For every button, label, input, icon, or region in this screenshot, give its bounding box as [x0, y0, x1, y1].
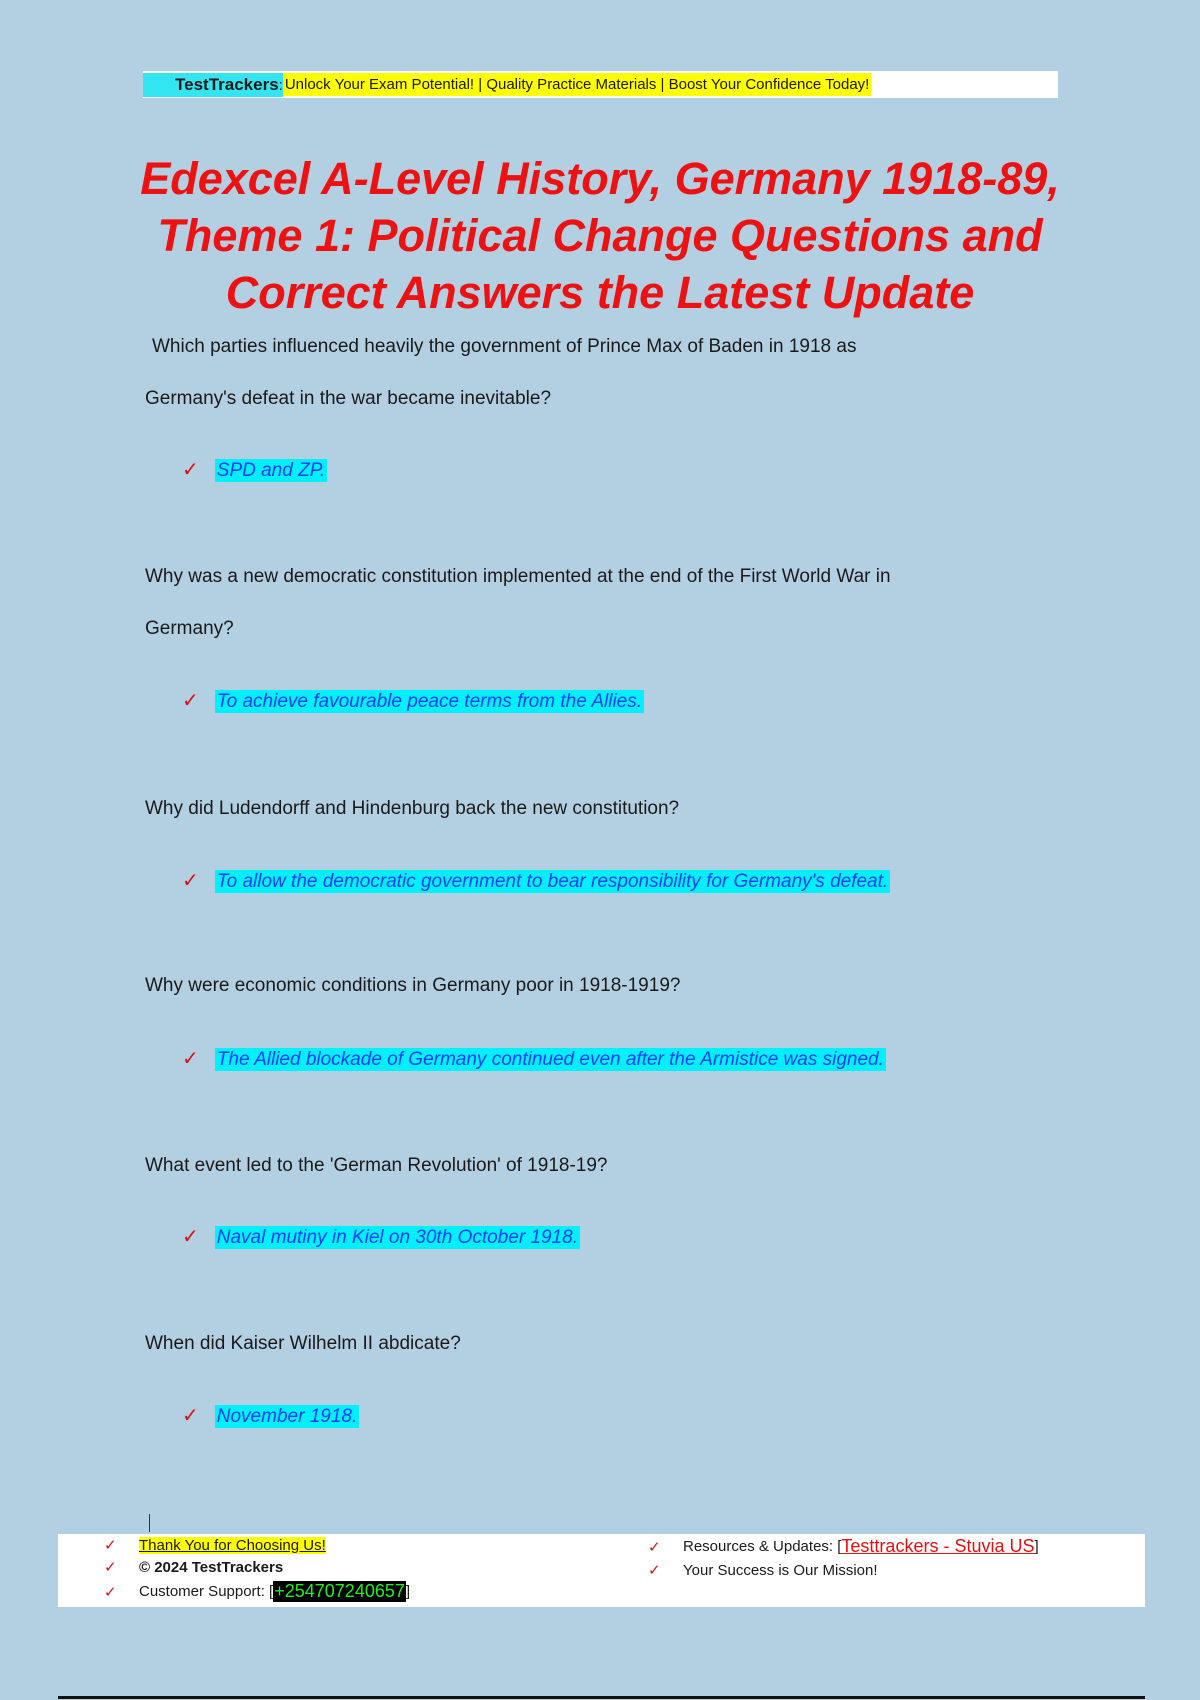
- tagline: Unlock Your Exam Potential! | Quality Practice Materials | Boost Your Confidence Today!: [283, 73, 872, 96]
- question-text: When did Kaiser Wilhelm II abdicate?: [145, 1333, 461, 1354]
- check-icon: ✓: [182, 1048, 199, 1070]
- page-divider: [58, 1696, 1145, 1699]
- text-cursor: [149, 1514, 150, 1532]
- question-text: Why was a new democratic constitution implemented at the end of the First World War in: [145, 566, 891, 587]
- question-text: Germany's defeat in the war became inevitable?: [145, 388, 552, 409]
- answer: [182, 1046, 886, 1071]
- answer: [182, 688, 644, 713]
- answer: [182, 868, 890, 893]
- question-text: Why did Ludendorff and Hindenburg back the new constitution?: [145, 798, 680, 819]
- answer: [182, 1224, 580, 1249]
- question-text: Which parties influenced heavily the government of Prince Max of Baden in 1918 as: [152, 336, 857, 357]
- resources-link[interactable]: Testtrackers - Stuvia US: [841, 1536, 1035, 1556]
- answer-text: November 1918.: [216, 1406, 358, 1427]
- answer-text: SPD and ZP.: [216, 460, 326, 481]
- support-phone[interactable]: +254707240657: [274, 1581, 405, 1601]
- footer-box: [58, 1534, 1145, 1607]
- check-icon: ✓: [104, 1559, 117, 1576]
- document-title: Edexcel A-Level History, Germany 1918-89, Theme 1: Political Change Questions and Correct Answers the Latest Update: [140, 153, 1060, 318]
- check-icon: ✓: [182, 1405, 199, 1427]
- check-icon: ✓: [104, 1583, 117, 1601]
- check-icon: ✓: [182, 459, 199, 481]
- answer-text: The Allied blockade of Germany continued even after the Armistice was signed.: [216, 1049, 884, 1070]
- question-text: Germany?: [145, 618, 234, 639]
- check-icon: ✓: [104, 1537, 117, 1554]
- brand-name: TestTrackers:: [143, 73, 283, 97]
- check-icon: ✓: [182, 690, 199, 712]
- answer: [182, 457, 327, 482]
- bracket: ]: [405, 1583, 411, 1600]
- header-banner: [143, 71, 1058, 98]
- check-icon: ✓: [182, 1226, 199, 1248]
- answer: [182, 1403, 359, 1428]
- thanks-text: Thank You for Choosing Us!: [139, 1536, 326, 1554]
- mission-text: Your Success is Our Mission!: [683, 1561, 878, 1579]
- question-text: Why were economic conditions in Germany poor in 1918-1919?: [145, 975, 681, 996]
- copyright-text: © 2024 TestTrackers: [139, 1558, 284, 1576]
- check-icon: ✓: [182, 870, 199, 892]
- bracket: ]: [1034, 1538, 1039, 1555]
- check-icon: ✓: [648, 1538, 661, 1556]
- check-icon: ✓: [648, 1562, 661, 1579]
- answer-text: Naval mutiny in Kiel on 30th October 1918.: [216, 1227, 578, 1248]
- answer-text: To allow the democratic government to bear responsibility for Germany's defeat.: [216, 871, 889, 892]
- resources-label: Resources & Updates: [: [683, 1538, 842, 1555]
- answer-text: To achieve favourable peace terms from the Allies.: [216, 691, 643, 712]
- question-text: What event led to the 'German Revolution' of 1918-19?: [145, 1155, 608, 1176]
- support-label: Customer Support: [: [139, 1583, 274, 1600]
